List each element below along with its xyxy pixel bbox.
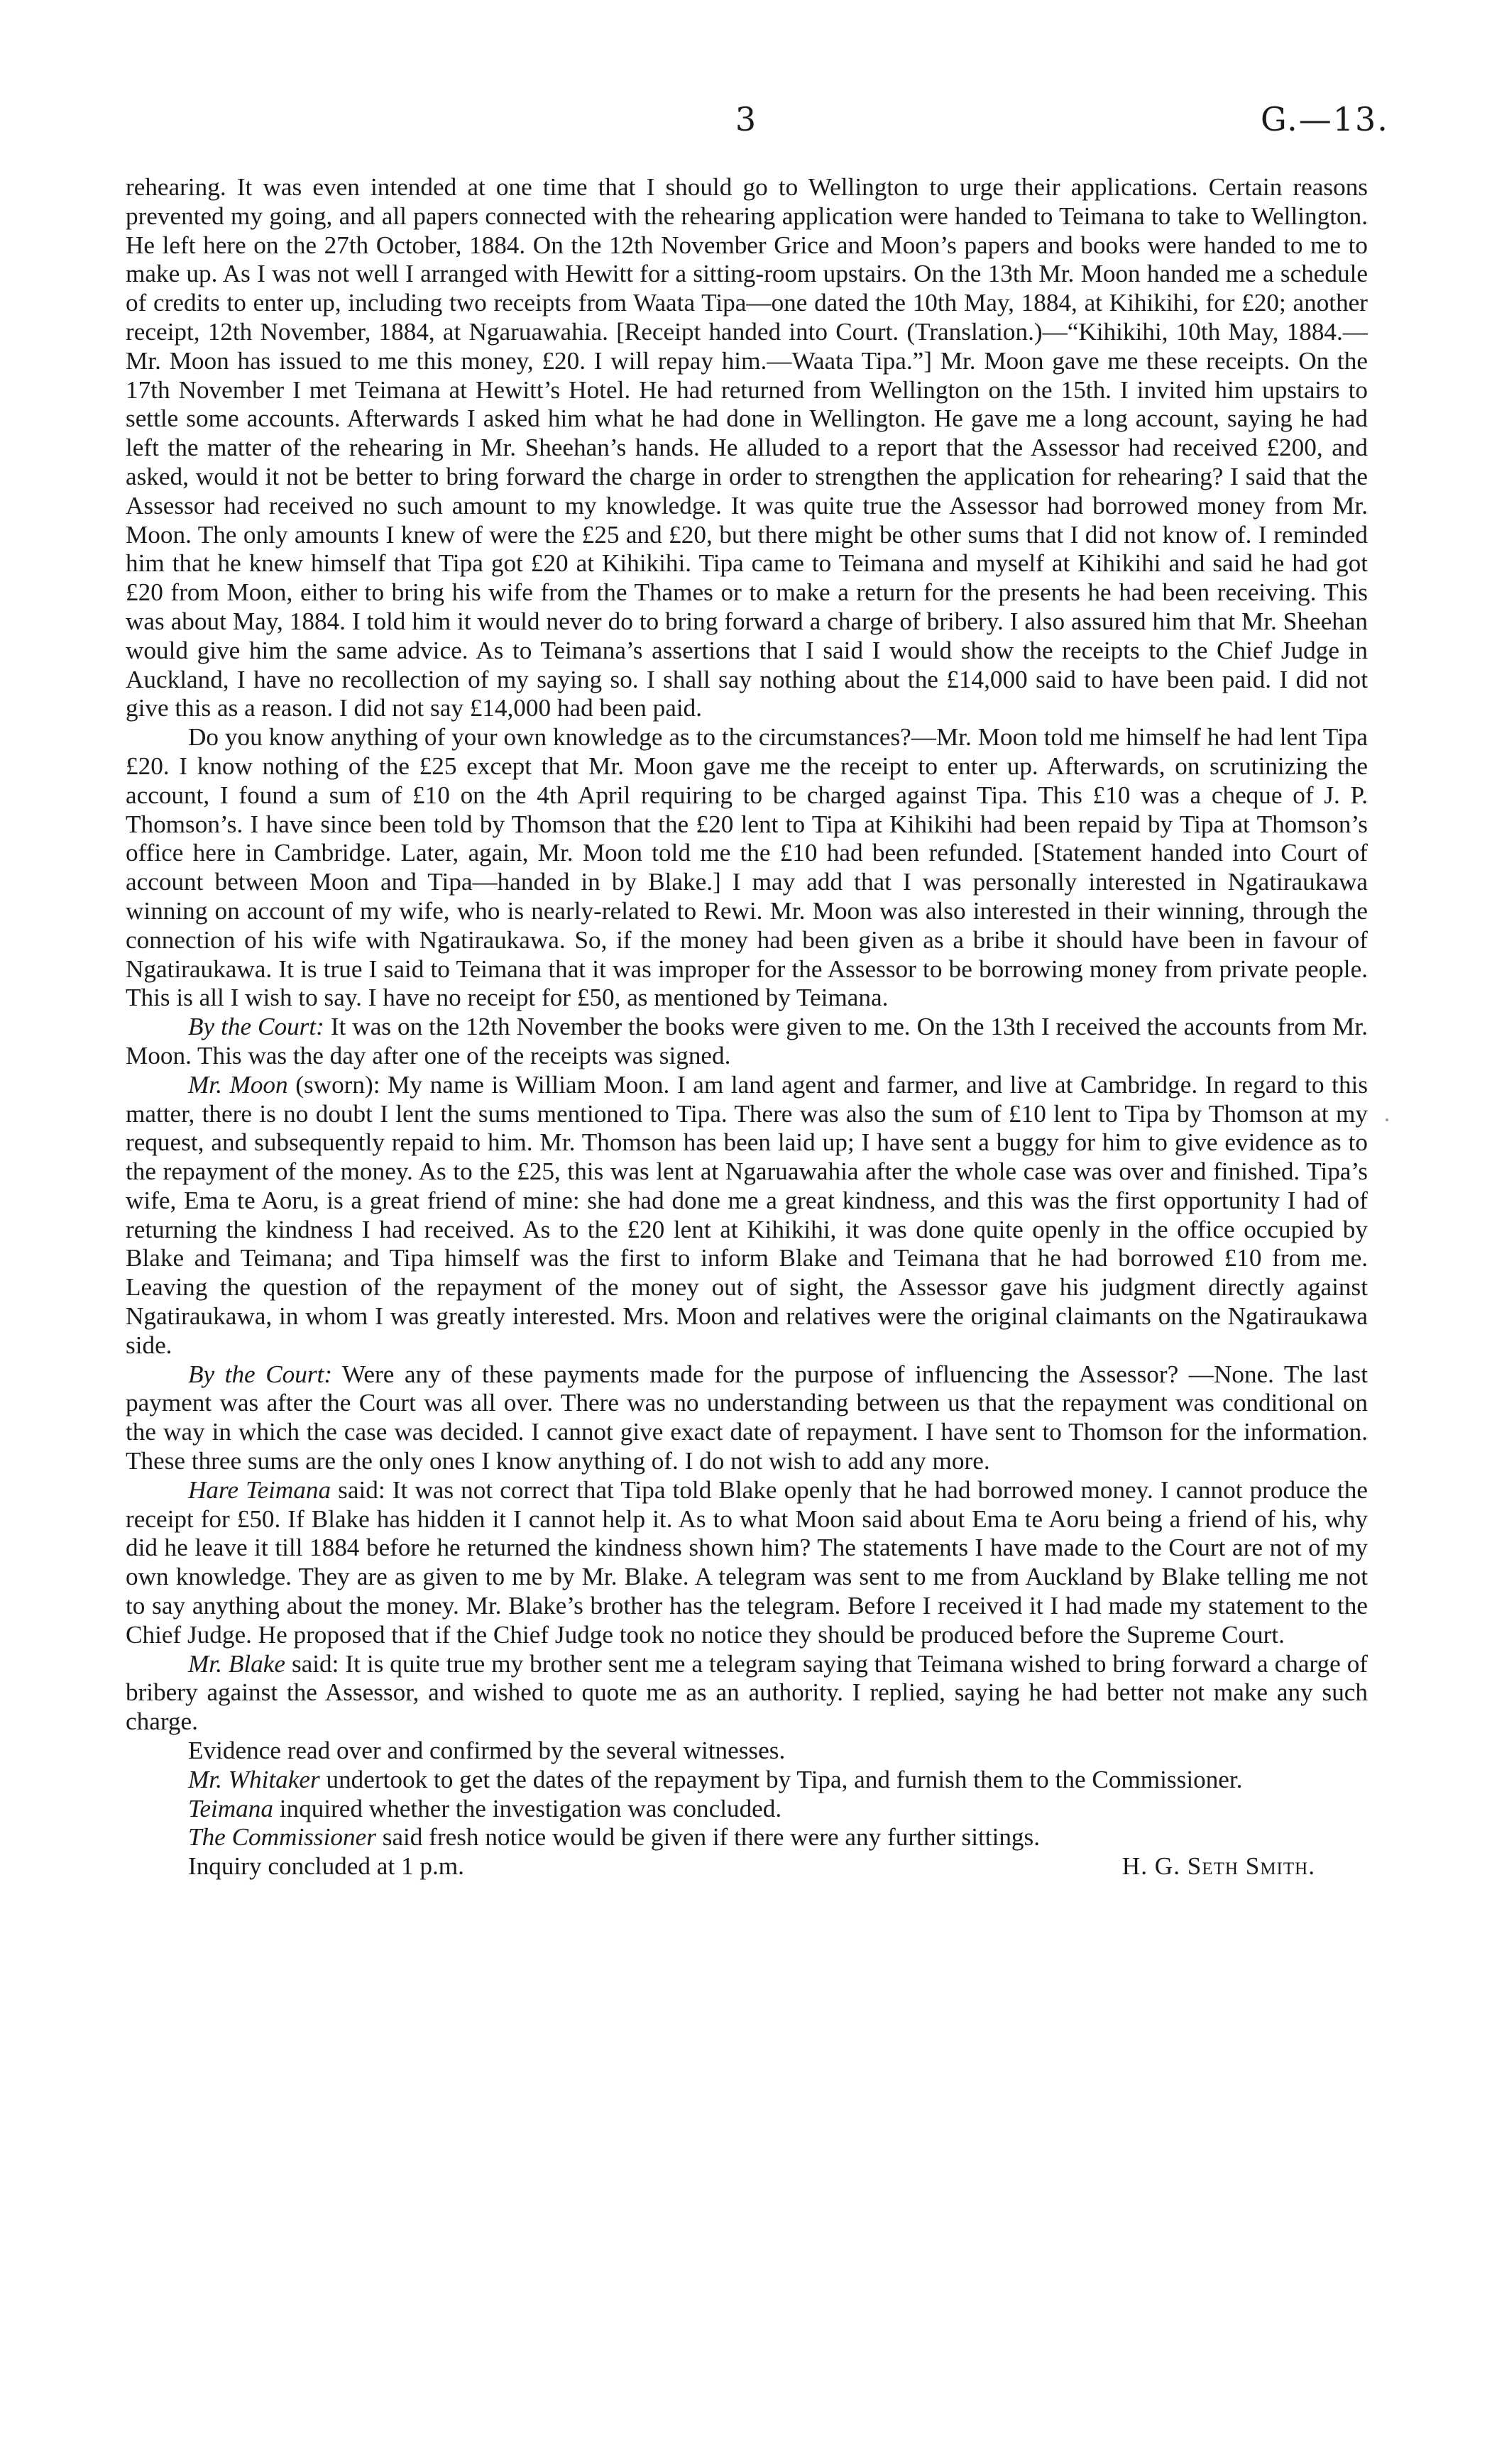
speaker-label: Mr. Whitaker	[188, 1765, 320, 1793]
paragraph-statement-blake: rehearing. It was even intended at one time that I should go to Wellington to urge their applications. Certain reasons prevented my going, and all papers connected with the rehearing application were handed to Teimana to take to Wellington. He left here on the 27th October, 1884. On the 12th November Grice and Moon’s papers and books were handed to me to make up. As I was not well I arranged with Hewitt for a sitting-room upstairs. On the 13th Mr. Moon handed me a schedule of credits to enter up, including two receipts from Waata Tipa—one dated the 10th May, 1884, at Kihikihi, for £20; another receipt, 12th November, 1884, at Ngaruawahia. [Receipt handed into Court. (Translation.)—“Kihikihi, 10th May, 1884.—Mr. Moon has issued to me this money, £20. I will repay him.—Waata Tipa.”] Mr. Moon gave me these receipts. On the 17th November I met Teimana at Hewitt’s Hotel. He had returned from Wellington on the 15th. I invited him upstairs to settle some accounts. Afterwards I asked him what he had done in Wellington. He gave me a long account, saying he had left the matter of the rehearing in Mr. Sheehan’s hands. He alluded to a report that the Assessor had received £200, and asked, would it not be better to bring forward the charge in order to strengthen the application for rehearing? I said that the Assessor had received no such amount to my knowledge. It was quite true the Assessor had borrowed money from Mr. Moon. The only amounts I knew of were the £25 and £20, but there might be other sums that I did not know of. I reminded him that he knew himself that Tipa got £20 at Kihikihi. Tipa came to Teimana and myself at Kihikihi and said he had got £20 from Moon, either to bring his wife from the Thames or to make a return for the presents he had been receiving. This was about May, 1884. I told him it would never do to bring forward a charge of bribery. I also assured him that Mr. Sheehan would give him the same advice. As to Teimana’s assertions that I said I would show the receipts to the Chief Judge in Auckland, I have no recollection of my saying so. I shall say nothing about the £14,000 said to have been paid. I did not give this as a reason. I did not say £14,000 had been paid.	[126, 173, 1368, 722]
paragraph-text: inquired whether the investigation was concluded.	[279, 1794, 782, 1822]
page-number: 3	[735, 100, 757, 138]
speaker-note: said:	[291, 1649, 339, 1678]
speaker-label: Hare Teimana	[188, 1475, 331, 1504]
speaker-label: Mr. Blake	[188, 1649, 285, 1678]
paragraph-text: Were any of these payments made for the purpose of influencing the Assessor? —None. The last payment was after the Court was all over. There was no understanding between us that the repayment was conditional on the way in which the case was decided. I cannot give exact date of repayment. I have sent to Thomson for the information. These three sums are the only ones I know anything of. I do not wish to add any more.	[126, 1360, 1368, 1475]
paragraph-teimana-inquired	[126, 1795, 1368, 1824]
speaker-note: (sworn):	[295, 1070, 380, 1099]
paragraph-question-circumstances: Do you know anything of your own knowledge as to the circumstances?—Mr. Moon told me himself he had lent Tipa £20. I know nothing of the £25 except that Mr. Moon gave me the receipt to enter up. Afterwards, on scrutinizing the account, I found a sum of £10 on the 4th April requiring to be charged against Tipa. This £10 was a cheque of J. P. Thomson’s. I have since been told by Thomson that the £20 lent to Tipa at Kihikihi had been repaid by Tipa at Thomson’s office here in Cambridge. Later, again, Mr. Moon told me the £10 had been refunded. [Statement handed into Court of account between Moon and Tipa—handed in by Blake.] I may add that I was personally interested in Ngatiraukawa winning on account of my wife, who is nearly-related to Rewi. Mr. Moon was also interested in their winning, through the connection of his wife with Ngatiraukawa. So, if the money had been given as a bribe it should have been in favour of Ngatiraukawa. It is true I said to Teimana that it was improper for the Assessor to be borrowing money from private people. This is all I wish to say. I have no receipt for £50, as mentioned by Teimana.	[126, 723, 1368, 1012]
speaker-label: The Commissioner	[188, 1823, 376, 1852]
inquiry-concluded: Inquiry concluded at 1 p.m.	[188, 1852, 464, 1881]
document-body	[126, 173, 1368, 1881]
paragraph-text: It was not correct that Tipa told Blake openly that he had borrowed money. I cannot produce the receipt for £50. If Blake has hidden it I cannot help it. As to what Moon said about Ema te Aoru being a friend of his, why did he leave it till 1884 before he returned the kindness shown him? The statements I have made to the Court are not of my own knowledge. They are as given to me by Mr. Blake. A telegram was sent to me from Auckland by Blake telling me not to say anything about the money. Mr. Blake’s brother has the telegram. Before I received it I had made my statement to the Chief Judge. He proposed that if the Chief Judge took no notice they should be produced before the Supreme Court.	[126, 1475, 1368, 1649]
speaker-note: said:	[338, 1475, 385, 1504]
paragraph-text: It is quite true my brother sent me a telegram saying that Teimana wished to bring forward a charge of bribery against the Assessor, and wished to quote me as an authority. I replied, saying he had better not make any such charge.	[126, 1649, 1368, 1736]
speaker-label: By the Court:	[188, 1013, 324, 1041]
paragraph-text: It was on the 12th November the books were given to me. On the 13th I received the accounts from Mr. Moon. This was the day after one of the receipts was signed.	[126, 1013, 1368, 1069]
paragraph-mr-blake	[126, 1650, 1368, 1737]
paragraph-by-the-court	[126, 1013, 1368, 1071]
document-reference: G.—13.	[1261, 100, 1389, 138]
speaker-label: Mr. Moon	[188, 1070, 288, 1099]
margin-mark	[1386, 1118, 1388, 1121]
speaker-label: Teimana	[188, 1794, 273, 1822]
paragraph-text: said fresh notice would be given if there were any further sittings.	[382, 1823, 1041, 1852]
paragraph-text: My name is William Moon. I am land agent and farmer, and live at Cambridge. In regard to this matter, there is no doubt I lent the sums mentioned to Tipa. There was also the sum of £10 lent to Tipa by Thomson at my request, and subsequently repaid to him. Mr. Thomson has been laid up; I have sent a buggy for him to give evidence as to the repayment of the money. As to the £25, this was lent at Ngaruawahia after the whole case was over and finished. Tipa’s wife, Ema te Aoru, is a great friend of mine: she had done me a great kindness, and this was the first opportunity I had of returning the kindness I had received. As to the £20 lent at Kihikihi, it was done quite openly in the office occupied by Blake and Teimana; and Tipa himself was the first to inform Blake and Teimana that he had borrowed £10 from me. Leaving the question of the repayment of the money out of sight, the Assessor gave his judgment directly against Ngatiraukawa, in whom I was greatly interested. Mrs. Moon and relatives were the original claimants on the Ngatiraukawa side.	[126, 1070, 1368, 1359]
paragraph-text: undertook to get the dates of the repayment by Tipa, and furnish them to the Commissioner.	[326, 1765, 1243, 1793]
closing-line	[126, 1852, 1368, 1881]
speaker-label: By the Court:	[188, 1360, 333, 1388]
paragraph-mr-whitaker	[126, 1766, 1368, 1795]
paragraph-evidence-confirmed: Evidence read over and confirmed by the several witnesses.	[188, 1737, 786, 1765]
paragraph-commissioner	[126, 1823, 1368, 1852]
paragraph-hare-teimana	[126, 1476, 1368, 1650]
signature: H. G. Seth Smith.	[1121, 1852, 1315, 1881]
paragraph-by-the-court-2	[126, 1360, 1368, 1476]
paragraph-mr-moon-sworn	[126, 1071, 1368, 1360]
